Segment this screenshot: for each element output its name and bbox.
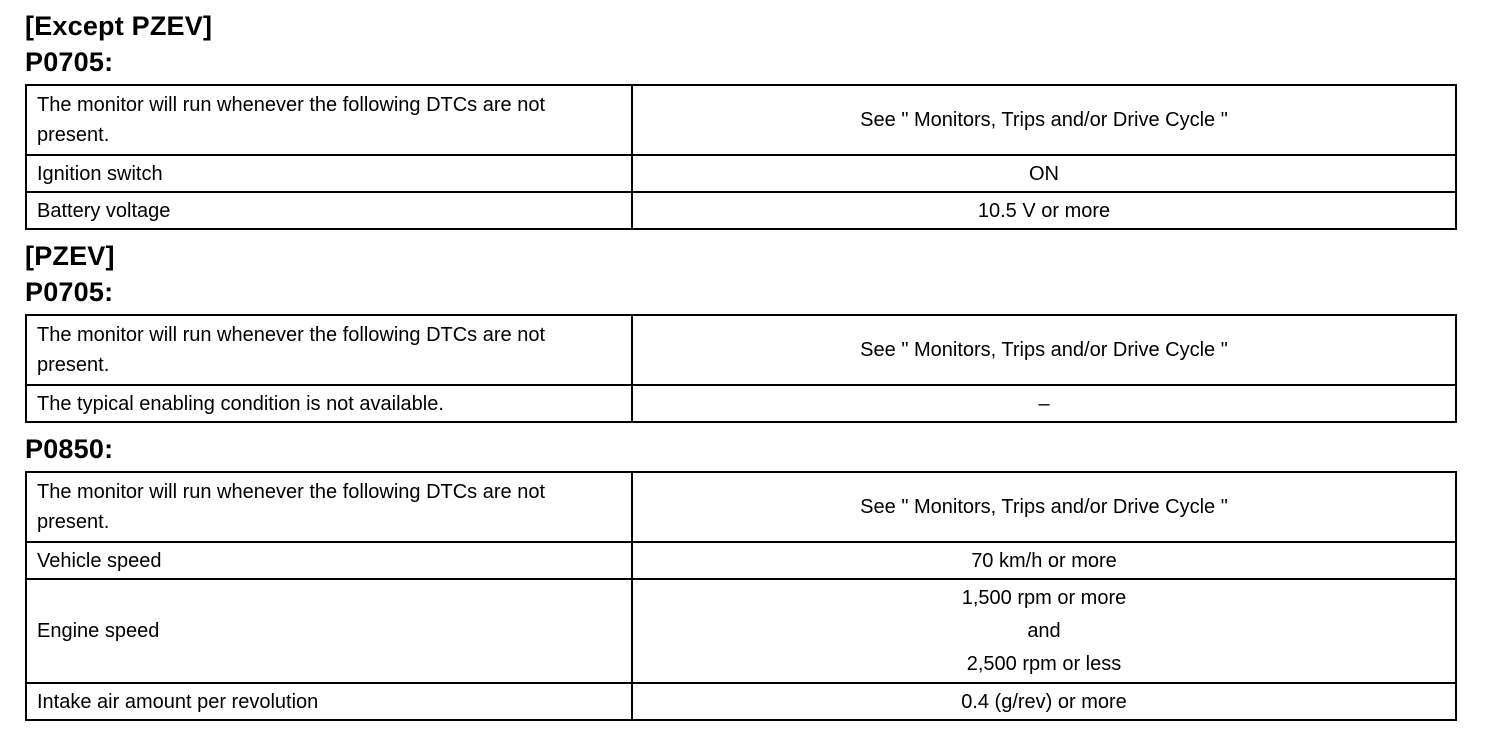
- value-cell: See " Monitors, Trips and/or Drive Cycle ": [632, 85, 1456, 155]
- value-cell: –: [632, 385, 1456, 422]
- value-line: 2,500 rpm or less: [966, 652, 1122, 675]
- table-row: [26, 315, 1456, 385]
- group-title-pzev: [PZEV]: [25, 241, 115, 271]
- value-cell: See " Monitors, Trips and/or Drive Cycle ": [632, 472, 1456, 542]
- condition-cell: The monitor will run whenever the following DTCs are not present.: [26, 315, 632, 385]
- condition-cell: Intake air amount per revolution: [26, 683, 632, 720]
- conditions-table-p0850: [25, 471, 1457, 721]
- condition-cell: Battery voltage: [26, 192, 632, 229]
- value-cell: [632, 579, 1456, 683]
- table-row: [26, 155, 1456, 192]
- condition-cell: Ignition switch: [26, 155, 632, 192]
- conditions-table-pzev-p0705: [25, 314, 1457, 423]
- condition-cell: The typical enabling condition is not available.: [26, 385, 632, 422]
- document-page: [25, 8, 1457, 721]
- dtc-code-p0705: P0705:: [25, 277, 114, 307]
- table-row: [26, 192, 1456, 229]
- table-row: [26, 85, 1456, 155]
- value-cell: 0.4 (g/rev) or more: [632, 683, 1456, 720]
- condition-cell: The monitor will run whenever the following DTCs are not present.: [26, 472, 632, 542]
- value-cell: See " Monitors, Trips and/or Drive Cycle ": [632, 315, 1456, 385]
- table-row: [26, 683, 1456, 720]
- conditions-table-except-pzev-p0705: [25, 84, 1457, 230]
- table-row: [26, 579, 1456, 683]
- value-cell: ON: [632, 155, 1456, 192]
- value-line: and: [1027, 619, 1061, 642]
- group-title-except-pzev: [Except PZEV]: [25, 11, 213, 41]
- value-cell: 70 km/h or more: [632, 542, 1456, 579]
- table-row: [26, 472, 1456, 542]
- condition-cell: Engine speed: [26, 579, 632, 683]
- condition-cell: Vehicle speed: [26, 542, 632, 579]
- table-row: [26, 542, 1456, 579]
- dtc-code-p0850: P0850:: [25, 434, 114, 464]
- value-cell: 10.5 V or more: [632, 192, 1456, 229]
- dtc-code-p0705: P0705:: [25, 47, 114, 77]
- table-row: [26, 385, 1456, 422]
- value-line: 1,500 rpm or more: [961, 586, 1127, 609]
- condition-cell: The monitor will run whenever the following DTCs are not present.: [26, 85, 632, 155]
